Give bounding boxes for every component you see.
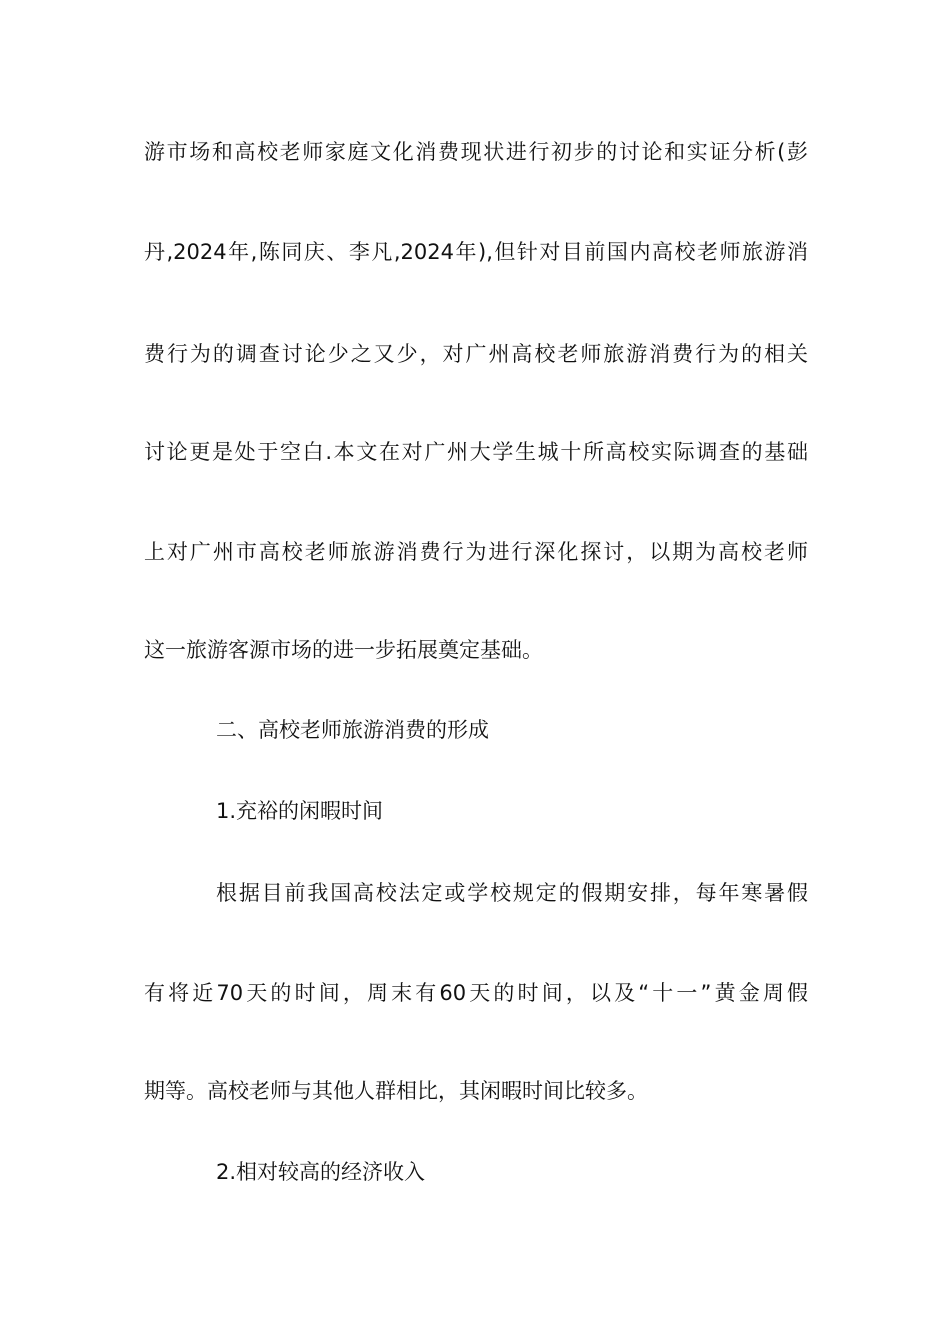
paragraph-intro-line-1: 游市场和高校老师家庭文化消费现状进行初步的讨论和实证分析(彭: [144, 140, 808, 164]
subsection-2-heading: 2.相对较高的经济收入: [216, 1160, 426, 1184]
subsection-1-line-3: 期等。高校老师与其他人群相比，其闲暇时间比较多。: [144, 1079, 648, 1103]
paragraph-intro-line-5: 上对广州市高校老师旅游消费行为进行深化探讨，以期为高校老师: [144, 540, 808, 564]
section-heading: 二、高校老师旅游消费的形成: [216, 718, 489, 742]
subsection-1-heading: 1.充裕的闲暇时间: [216, 799, 384, 823]
subsection-1-line-2: 有将近70天的时间，周末有60天的时间，以及“十一”黄金周假: [144, 981, 808, 1005]
paragraph-intro-line-3: 费行为的调查讨论少之又少，对广州高校老师旅游消费行为的相关: [144, 342, 808, 366]
paragraph-intro-line-6: 这一旅游客源市场的进一步拓展奠定基础。: [144, 638, 543, 662]
paragraph-intro-line-4: 讨论更是处于空白.本文在对广州大学生城十所高校实际调查的基础: [144, 440, 808, 464]
subsection-1-line-1: 根据目前我国高校法定或学校规定的假期安排，每年寒暑假: [216, 881, 808, 905]
paragraph-intro-line-2: 丹,2024年,陈同庆、李凡,2024年),但针对目前国内高校老师旅游消: [144, 240, 808, 264]
